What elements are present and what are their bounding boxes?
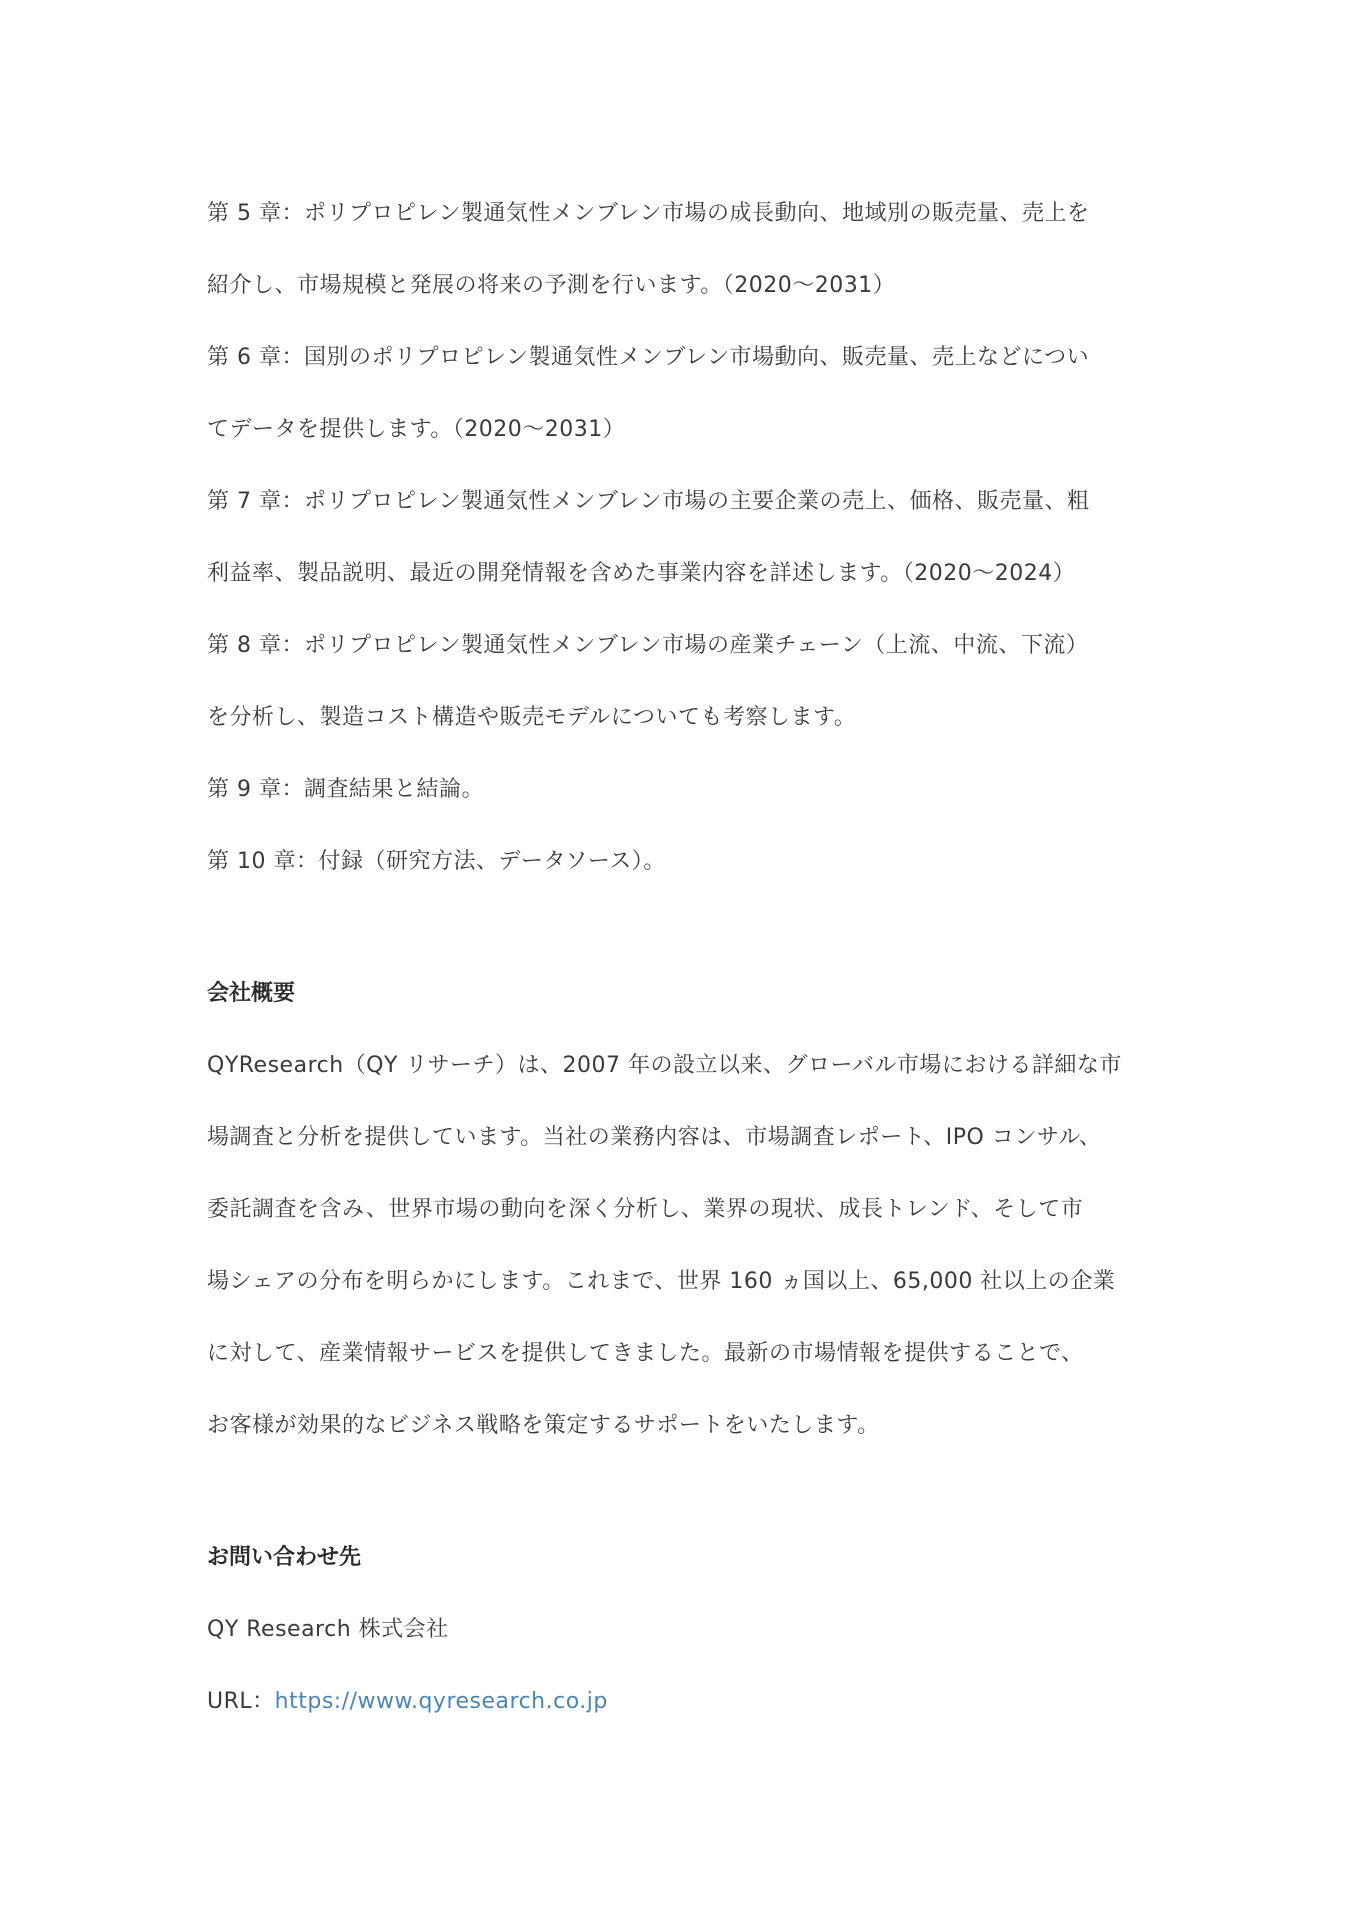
contact-company-name: QY Research 株式会社 — [207, 1617, 449, 1642]
company-overview-line: 場調査と分析を提供しています。当社の業務内容は、市場調査レポート、IPO コンサル、 — [207, 1125, 1102, 1150]
contact-url-line — [207, 1666, 1167, 1738]
company-website-link[interactable]: https://www.qyresearch.co.jp — [274, 1689, 608, 1714]
company-overview-line: 委託調査を含み、世界市場の動向を深く分析し、業界の現状、成長トレンド、そして市 — [207, 1197, 1084, 1222]
chapter-line: 利益率、製品説明、最近の開発情報を含めた事業内容を詳述します。（2020～2024） — [207, 561, 1076, 586]
chapter-line: 紹介し、市場規模と発展の将来の予測を行います。（2020～2031） — [207, 273, 896, 298]
chapter-line: 第 8 章：ポリプロピレン製通気性メンブレン市場の産業チェーン（上流、中流、下流） — [207, 633, 1089, 658]
url-label: URL： — [207, 1689, 275, 1714]
chapter-line: を分析し、製造コスト構造や販売モデルについても考察します。 — [207, 705, 857, 730]
company-overview-line: QYResearch（QY リサーチ）は、2007 年の設立以来、グローバル市場における詳細な市 — [207, 1053, 1122, 1078]
contact-section — [207, 1522, 1167, 1738]
company-overview-line: 場シェアの分布を明らかにします。これまで、世界 160 ヵ国以上、65,000 社以上の企業 — [207, 1269, 1116, 1294]
section-spacer — [207, 1462, 1167, 1522]
chapter-line: 第 10 章：付録（研究方法、データソース）。 — [207, 849, 666, 874]
company-overview-heading: 会社概要 — [207, 981, 296, 1006]
chapter-list — [207, 178, 1167, 898]
contact-heading: お問い合わせ先 — [207, 1545, 362, 1570]
chapter-line: 第 9 章：調査結果と結論。 — [207, 777, 484, 802]
chapter-line: 第 7 章：ポリプロピレン製通気性メンブレン市場の主要企業の売上、価格、販売量、粗 — [207, 489, 1090, 514]
chapter-line: 第 6 章：国別のポリプロピレン製通気性メンブレン市場動向、販売量、売上などについ — [207, 345, 1090, 370]
document-page — [207, 178, 1167, 1738]
company-overview-line: お客様が効果的なビジネス戦略を策定するサポートをいたします。 — [207, 1413, 880, 1438]
section-spacer — [207, 898, 1167, 958]
chapter-line: 第 5 章：ポリプロピレン製通気性メンブレン市場の成長動向、地域別の販売量、売上を — [207, 201, 1090, 226]
chapter-line: てデータを提供します。（2020～2031） — [207, 417, 626, 442]
company-overview-section — [207, 958, 1167, 1462]
company-overview-line: に対して、産業情報サービスを提供してきました。最新の市場情報を提供することで、 — [207, 1341, 1084, 1366]
